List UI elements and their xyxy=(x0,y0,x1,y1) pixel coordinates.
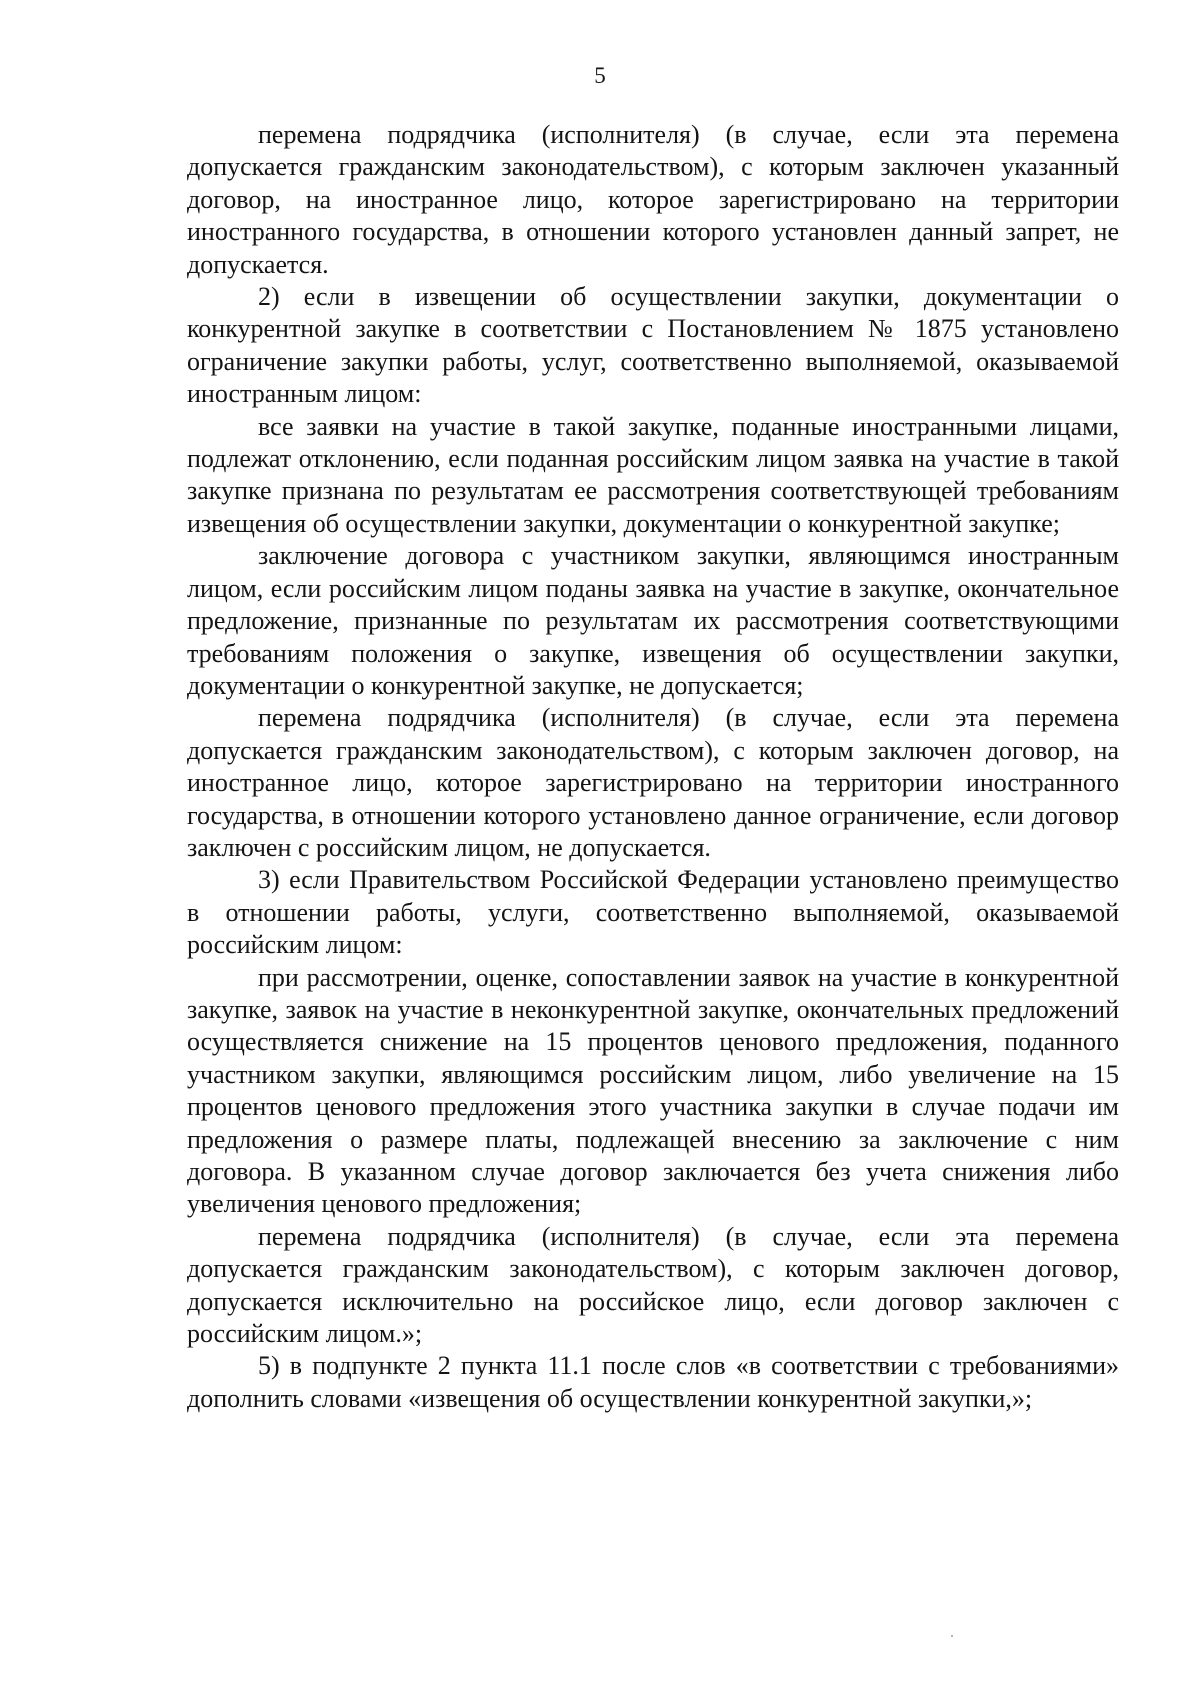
paragraph-replacement-contractor-ban: перемена подрядчика (исполнителя) (в случае, если эта перемена допускается гражданским законодательством), с которым заключен указанный договор, на иностранное лицо, которое зарегистрировано на территории иностранного государства, в отношении которого установлен данный запрет, не допускается. xyxy=(187,120,1119,279)
scan-artifact-dot xyxy=(951,1635,953,1637)
paragraph-contract-with-foreign-participant: заключение договора с участником закупки, являющимся иностранным лицом, если российским лицом поданы заявка на участие в закупке, окончательное предложение, признанные по результатам их рассмотрения соответствующими требованиям положения о закупке, извещения об осуществлении закупки, документации о конкурентной закупке, не допускается; xyxy=(187,541,1119,700)
paragraph-replacement-contractor-russian: перемена подрядчика (исполнителя) (в случае, если эта перемена допускается гражданским законодательством), с которым заключен договор, допускается исключительно на российское лицо, если договор заключен с российским лицом.»; xyxy=(187,1221,1119,1349)
paragraph-item-2-restriction: 2) если в извещении об осуществлении закупки, документации о конкурентной закупке в соответствии с Постановлением № 1875 установлено ограничение закупки работы, услуг, соответственно выполняемой, оказываемой иностранным лицом: xyxy=(187,282,1119,409)
document-body xyxy=(187,119,1119,1415)
paragraph-item-5-amendment: 5) в подпункте 2 пункта 11.1 после слов «в соответствии с требованиями» дополнить словами «извещения об осуществлении конкурентной закупки,»; xyxy=(187,1351,1119,1413)
page-number: 5 xyxy=(594,63,606,88)
paragraph-price-adjustment: при рассмотрении, оценке, сопоставлении заявок на участие в конкурентной закупке, заявок на участие в неконкурентной закупке, окончательных предложений осуществляется снижение на 15 процентов ценового предложения, поданного участником закупки, являющимся российским лицом, либо увеличение на 15 процентов ценового предложения этого участника закупки в случае подачи им предложения о размере платы, подлежащей внесению за заключение с ним договора. В указанном случае договор заключается без учета снижения либо увеличения ценового предложения; xyxy=(187,962,1119,1219)
paragraph-item-3-preference: 3) если Правительством Российской Федерации установлено преимущество в отношении работы, услуги, соответственно выполняемой, оказываемой российским лицом: xyxy=(187,865,1119,960)
paragraph-foreign-bids-rejection: все заявки на участие в такой закупке, поданные иностранными лицами, подлежат отклонению, если поданная российским лицом заявка на участие в такой закупке признана по результатам ее рассмотрения соответствующей требованиям извещения об осуществлении закупки, документации о конкурентной закупке; xyxy=(187,411,1119,538)
paragraph-replacement-contractor-restriction: перемена подрядчика (исполнителя) (в случае, если эта перемена допускается гражданским законодательством), с которым заключен договор, на иностранное лицо, которое зарегистрировано на территории иностранного государства, в отношении которого установлено данное ограничение, если договор заключен с российским лицом, не допускается. xyxy=(187,703,1119,862)
